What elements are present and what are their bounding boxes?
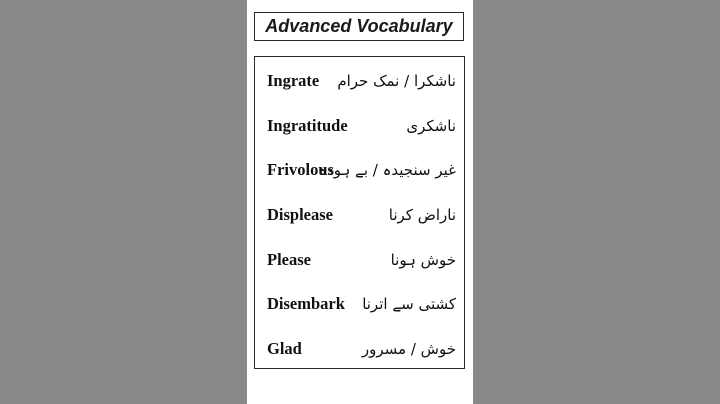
- vocabulary-list: [254, 56, 465, 369]
- list-item: [255, 329, 464, 369]
- list-item: [255, 240, 464, 280]
- english-word: Frivolous: [267, 160, 334, 179]
- urdu-meaning: غیر سنجیدہ / بے ہودہ: [318, 161, 456, 179]
- urdu-meaning: ناراض کرنا: [388, 206, 456, 224]
- english-word: Ingratitude: [267, 116, 348, 135]
- english-word: Displease: [267, 205, 333, 224]
- page-title: Advanced Vocabulary: [254, 12, 464, 41]
- list-item: [255, 284, 464, 324]
- english-word: Glad: [267, 339, 302, 358]
- urdu-meaning: کشتی سے اترنا: [362, 295, 456, 313]
- list-item: [255, 195, 464, 235]
- urdu-meaning: ناشکرا / نمک حرام: [337, 72, 456, 90]
- list-item: [255, 61, 464, 101]
- list-item: [255, 150, 464, 190]
- urdu-meaning: ناشکری: [406, 117, 456, 135]
- english-word: Please: [267, 250, 311, 269]
- list-item: [255, 106, 464, 146]
- english-word: Disembark: [267, 294, 345, 313]
- urdu-meaning: خوش / مسرور: [361, 340, 456, 358]
- english-word: Ingrate: [267, 71, 320, 90]
- urdu-meaning: خوش ہونا: [390, 251, 456, 269]
